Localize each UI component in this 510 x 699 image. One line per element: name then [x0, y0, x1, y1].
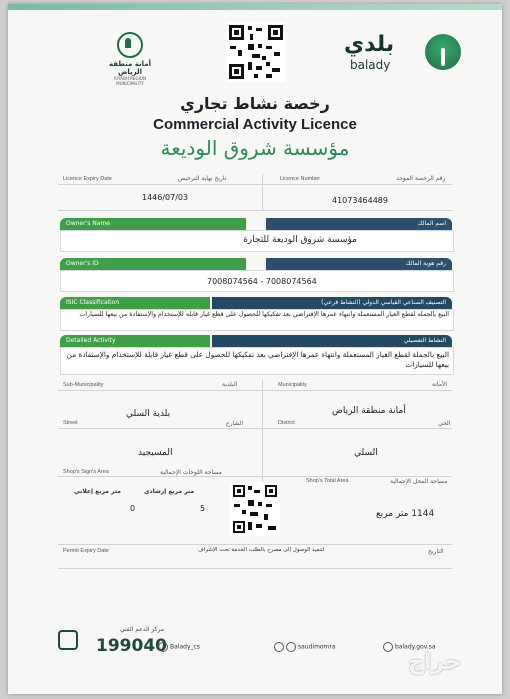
licence-number-label-en: Licence Number — [280, 176, 321, 182]
owner-id-field — [60, 270, 454, 292]
title-english: Commercial Activity Licence — [153, 116, 357, 133]
activity-bar-en: Detailed Activity — [60, 335, 210, 347]
mun-value: أمانة منطقة الرياض — [332, 406, 406, 416]
qr-code-icon — [230, 482, 280, 536]
emblem-arabic-text: أمانة منطقة الرياض — [109, 60, 151, 76]
licence-document — [8, 4, 502, 694]
isic-field — [60, 309, 454, 331]
phone-icon — [58, 630, 78, 650]
social-handle-1[interactable]: Balady_cs — [158, 642, 200, 652]
total-area-label-en: Shop's Total Area — [306, 478, 349, 484]
activity-value: البيع بالجملة لقطع الغيار المستعملة وانتهاء عمرها الإفتراضي بعد تفكيكها للحصول على قطع غيار قابلة للإستخدام والإستفادة من بيعها للسيارات — [66, 350, 449, 369]
qr-code-icon — [226, 22, 286, 82]
licence-number-label-ar: رقم الرخصة الموحد — [396, 175, 446, 182]
district-label-ar: الحي — [438, 420, 451, 427]
palm-tree-icon — [425, 34, 461, 70]
divider — [58, 428, 452, 429]
mun-label-ar: الأمانة — [432, 381, 448, 388]
submun-label-en: Sub-Municipality — [63, 382, 104, 388]
isic-bar-en: ISIC Classification — [60, 297, 210, 309]
licence-number-value: 41073464489 — [332, 196, 388, 205]
isic-value: البيع بالجملة لقطع الغيار المستعملة وانتهاء عمرها الإفتراضي بعد تفكيكها للحصول على قطع غيار قابلة للإستخدام والإستفادة من بيعها للسيارات — [79, 311, 449, 318]
expiry-label-en: Licence Expiry Date — [63, 176, 112, 182]
activity-bar-ar: النشاط التفصيلي — [212, 335, 452, 347]
middle-qr-code[interactable] — [230, 482, 280, 536]
divider — [58, 184, 452, 185]
title-arabic: رخصة نشاط تجاري — [180, 94, 330, 113]
street-label-en: Street — [63, 420, 78, 426]
street-label-ar: الشارع — [226, 420, 244, 427]
permit-label-ar: التاريخ — [428, 548, 444, 555]
divider — [58, 210, 452, 211]
owner-name-bar-ar: اسم المالك — [266, 218, 452, 230]
ads-value: 0 — [130, 504, 136, 513]
top-qr-code[interactable] — [226, 22, 286, 82]
owner-id-bar-en: Owner's ID — [60, 258, 246, 270]
instagram-icon — [286, 642, 296, 652]
establishment-name: مؤسسة شروق الوديعة — [160, 136, 350, 160]
submun-label-ar: البلدية — [222, 381, 238, 388]
palm-swords-icon — [117, 32, 143, 58]
divider — [58, 476, 452, 477]
divider — [262, 174, 263, 210]
owner-name-bar-en: Owner's Name — [60, 218, 246, 230]
expiry-value: 1446/07/03 — [142, 193, 189, 202]
total-area-label-ar: مساحة المحل الإجمالية — [390, 478, 448, 485]
owner-id-bar-ar: رقم هوية المالك — [266, 258, 452, 270]
website-link[interactable]: balady.gov.sa — [383, 642, 436, 652]
support-label: مركز الدعم الفني — [120, 626, 165, 633]
facebook-icon — [274, 642, 284, 652]
total-area-value: 1144 متر مربع — [376, 509, 435, 519]
district-label-en: District — [278, 420, 295, 426]
owner-id-value: 7008074564 - 7008074564 — [207, 277, 317, 286]
activity-field — [60, 347, 454, 375]
guide-label: متر مربع إرشادي — [144, 488, 195, 495]
mun-label-en: Municipality — [278, 382, 307, 388]
globe-icon — [383, 642, 393, 652]
isic-bar-ar: التصنيف الصناعي القياسي الدولي (النشاط فرعي) — [212, 297, 452, 309]
top-stripe — [8, 4, 502, 10]
logo-english: balady — [350, 58, 391, 72]
support-number: 199040 — [96, 636, 167, 656]
signs-label-en: Shop's Sign's Area — [63, 469, 109, 475]
divider — [58, 544, 452, 545]
twitter-icon — [158, 642, 168, 652]
expiry-label-ar: تاريخ نهاية الترخيص — [178, 175, 227, 182]
balady-logo — [336, 32, 461, 74]
logo-arabic: بلدي — [344, 32, 395, 57]
district-value: السلي — [354, 448, 378, 458]
haraj-watermark: حراج — [408, 650, 461, 675]
divider — [58, 568, 452, 569]
social-handle-2[interactable]: saudimomra — [274, 642, 336, 652]
emblem-english-text: RIYADH REGION MUNICIPALITY — [114, 76, 146, 86]
signs-label-ar: مساحة اللوحات الإجمالية — [160, 469, 222, 476]
permit-label-en: Permit Expiry Date — [63, 548, 109, 554]
guide-value: 5 — [200, 504, 206, 513]
ads-label: متر مربع إعلاني — [74, 488, 121, 495]
divider — [58, 390, 452, 391]
permit-stamp-text: لتنفيذ الوصول إلى مصرح بالطلب الخدمة تحت الإشراف — [198, 547, 325, 553]
owner-name-field — [60, 230, 454, 252]
submun-value: بلدية السلي — [126, 409, 171, 419]
street-value: المسيجيد — [138, 448, 173, 458]
owner-name-value: مؤسسة شروق الوديعة للتجارة — [243, 235, 357, 245]
municipality-emblem — [104, 32, 156, 86]
